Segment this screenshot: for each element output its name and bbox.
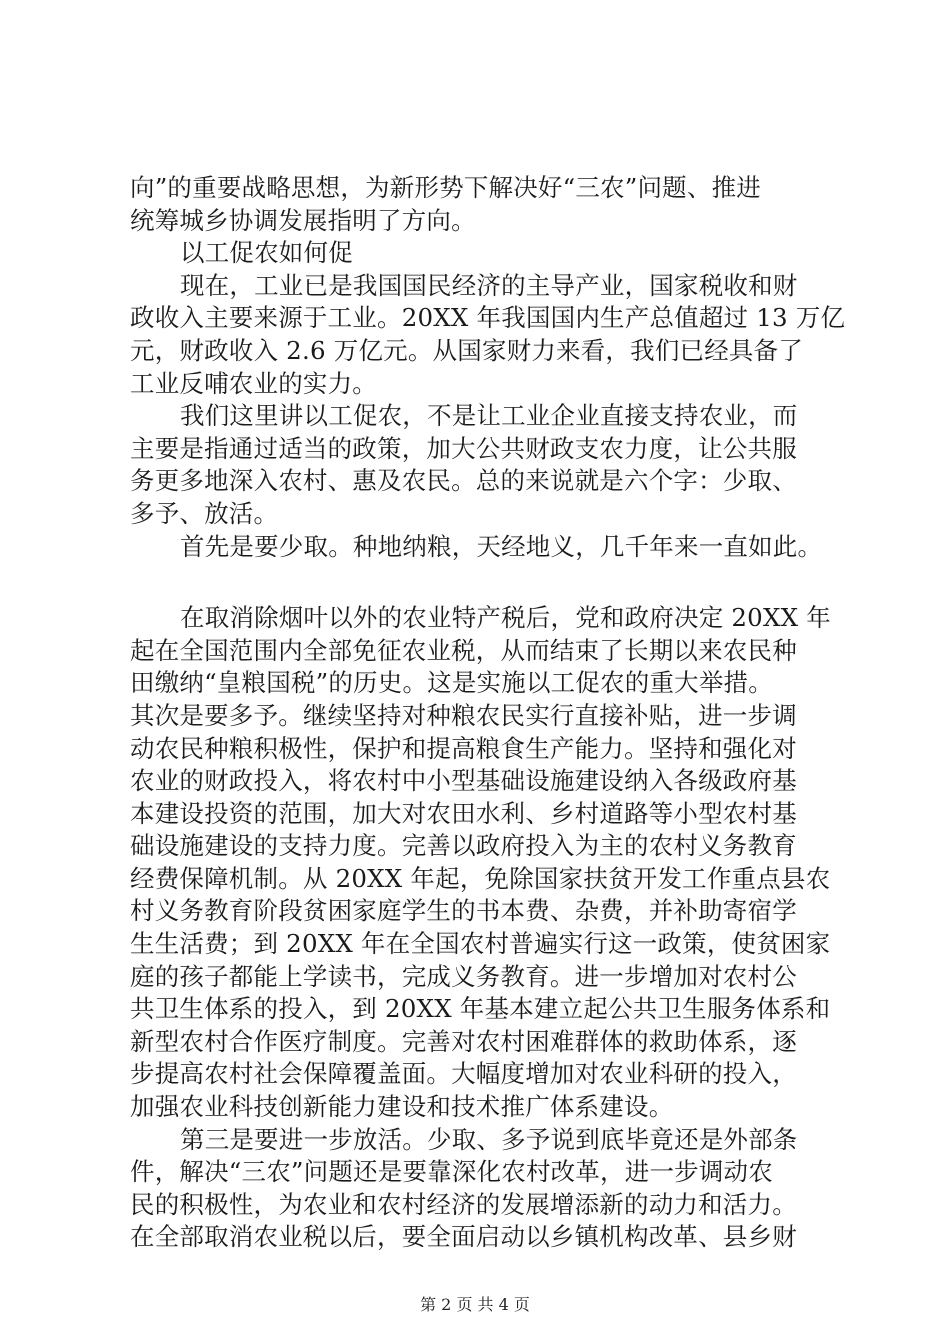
text-line: 庭的孩子都能上学读书，完成义务教育。进一步增加对农村公 <box>130 961 797 991</box>
text-line: 农业的财政投入，将农村中小型基础设施建设纳入各级政府基 <box>130 766 797 796</box>
text-line: 以工促农如何促 <box>180 238 353 268</box>
text-line: 现在，工业已是我国国民经济的主导产业，国家税收和财 <box>180 270 798 300</box>
text-line: 政收入主要来源于工业。20XX 年我国国内生产总值超过 13 万亿 <box>130 303 846 333</box>
text-line: 经费保障机制。从 20XX 年起，免除国家扶贫开发工作重点县农 <box>130 863 831 893</box>
text-line: 件，解决“三农”问题还是要靠深化农村改革，进一步调动农 <box>130 1157 773 1187</box>
text-line: 动农民种粮积极性，保护和提高粮食生产能力。坚持和强化对 <box>130 733 797 763</box>
text-line: 生生活费；到 20XX 年在全国农村普遍实行这一政策，使贫困家 <box>130 929 831 959</box>
text-line: 向”的重要战略思想，为新形势下解决好“三农”问题、推进 <box>130 173 761 202</box>
text-line: 本建设投资的范围，加大对农田水利、乡村道路等小型农村基 <box>130 798 797 828</box>
text-line: 工业反哺农业的实力。 <box>130 368 377 398</box>
text-line: 其次是要多予。继续坚持对种粮农民实行直接补贴，进一步调 <box>130 700 797 730</box>
text-line: 多予、放活。 <box>130 498 279 528</box>
text-line: 务更多地深入农村、惠及农民。总的来说就是六个字：少取、 <box>130 466 797 496</box>
text-line: 主要是指通过适当的政策，加大公共财政支农力度，让公共服 <box>130 433 797 463</box>
text-line: 起在全国范围内全部免征农业税，从而结束了长期以来农民种 <box>130 635 797 665</box>
document-body <box>130 172 846 1254</box>
text-line: 村义务教育阶段贫困家庭学生的书本费、杂费，并补助寄宿学 <box>130 896 797 926</box>
text-line: 第三是要进一步放活。少取、多予说到底毕竟还是外部条 <box>180 1124 798 1154</box>
text-line: 步提高农村社会保障覆盖面。大幅度增加对农业科研的投入， <box>130 1059 797 1089</box>
text-line: 础设施建设的支持力度。完善以政府投入为主的农村义务教育 <box>130 831 797 861</box>
text-block-bottom <box>130 602 830 1254</box>
text-line: 民的积极性，为农业和农村经济的发展增添新的动力和活力。 <box>130 1189 797 1219</box>
paragraph-gap <box>130 563 830 602</box>
text-line: 共卫生体系的投入，到 20XX 年基本建立起公共卫生服务体系和 <box>130 994 831 1024</box>
text-line: 元，财政收入 2.6 万亿元。从国家财力来看，我们已经具备了 <box>130 335 804 365</box>
text-line: 首先是要少取。种地纳粮，天经地义，几千年来一直如此。 <box>180 531 823 561</box>
text-line: 我们这里讲以工促农，不是让工业企业直接支持农业，而 <box>180 401 798 431</box>
text-line: 新型农村合作医疗制度。完善对农村困难群体的救助体系，逐 <box>130 1026 797 1056</box>
text-line: 统筹城乡协调发展指明了方向。 <box>130 205 476 235</box>
text-line: 在取消除烟叶以外的农业特产税后，党和政府决定 20XX 年 <box>180 603 831 633</box>
text-line: 在全部取消农业税以后，要全面启动以乡镇机构改革、县乡财 <box>130 1222 797 1252</box>
page-footer: 第 2 页 共 4 页 <box>420 1295 530 1314</box>
text-line: 加强农业科技创新能力建设和技术推广体系建设。 <box>130 1092 674 1122</box>
text-block-top <box>130 172 846 563</box>
text-line: 田缴纳“皇粮国税”的历史。这是实施以工促农的重大举措。 <box>130 668 773 698</box>
